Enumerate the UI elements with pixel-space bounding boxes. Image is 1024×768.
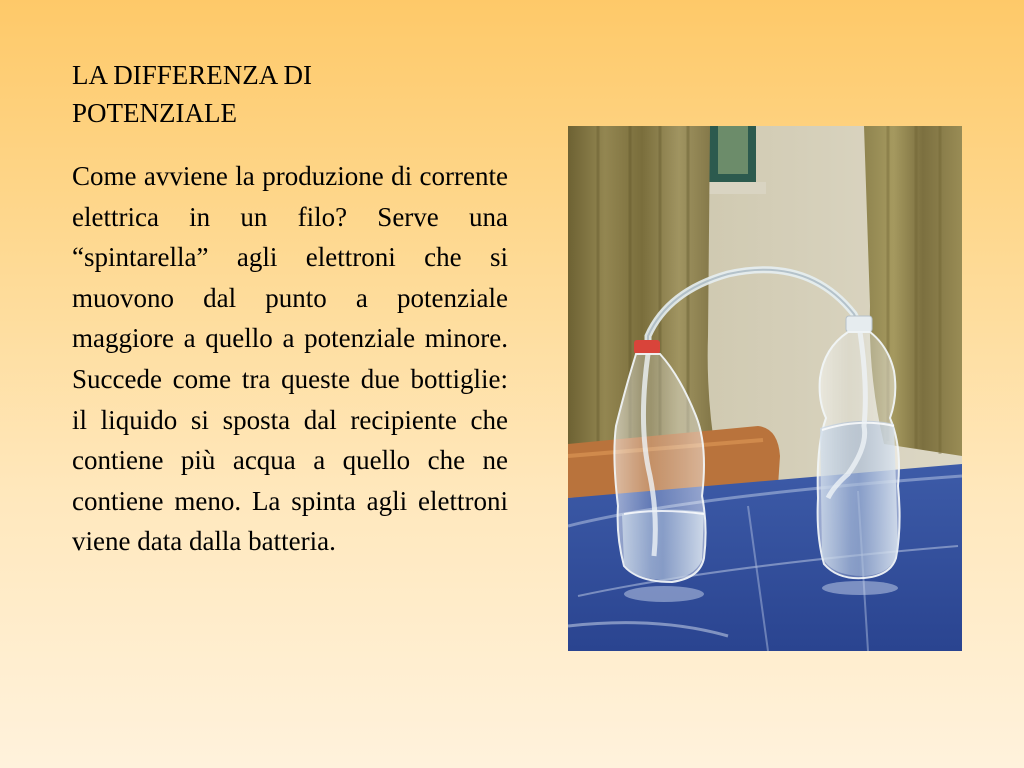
slide-title-line-2: POTENZIALE	[72, 98, 237, 128]
slide-title-line-1: LA DIFFERENZA DI	[72, 60, 313, 90]
bottles-photo	[568, 126, 962, 651]
slide-body-text: Come avviene la produzione di corrente elettrica in un filo? Serve una “spintarella” agli elettroni che si muovono dal punto a potenziale maggiore a quello a potenziale minore. Succede come tra queste due bottiglie: il liquido si sposta dal recipiente che contiene più acqua a quello che ne contiene meno. La spinta agli elettroni viene data dalla batteria.	[72, 161, 508, 557]
slide-title	[72, 56, 512, 132]
bottles-photo-illustration	[568, 126, 962, 651]
